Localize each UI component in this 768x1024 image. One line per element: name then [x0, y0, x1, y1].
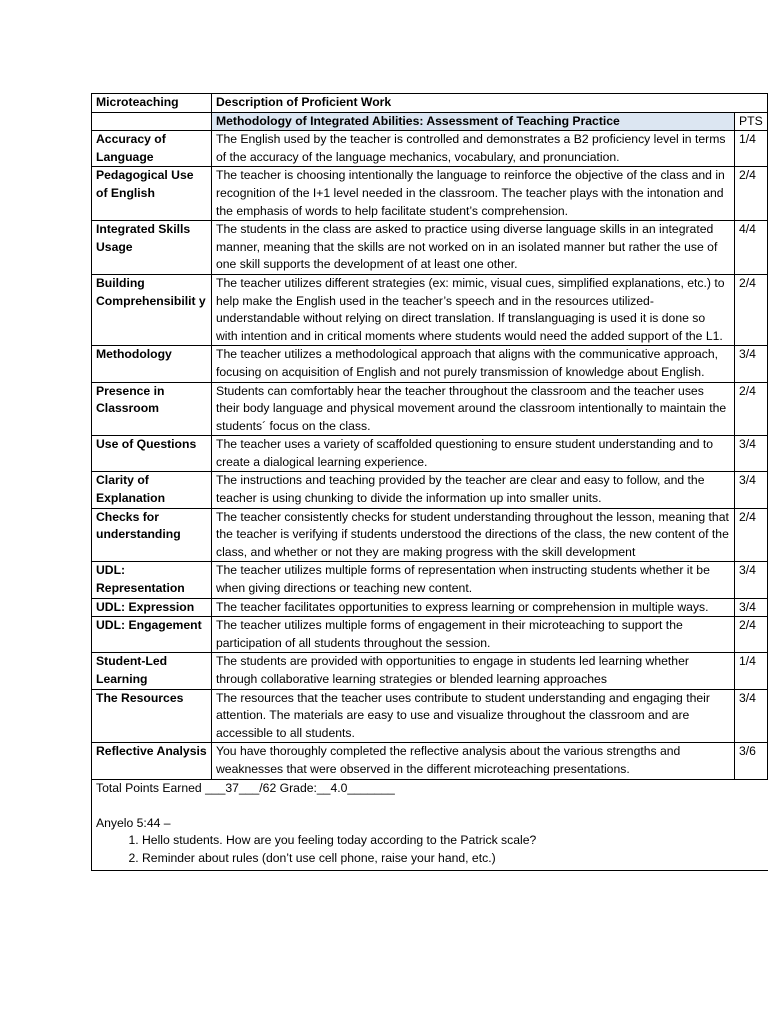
description-cell: The teacher is choosing intentionally the language to reinforce the objective of the class and in recognition of the I+1 level needed in the classroom. The teacher plays with the intonation and the emphasis of words to help facilitate student’s comprehension. [212, 167, 735, 221]
description-cell: The teacher uses a variety of scaffolded questioning to ensure student understanding and to create a dialogical learning experience. [212, 436, 735, 472]
rubric-document [91, 93, 767, 871]
points-cell: 2/4 [735, 617, 768, 653]
rubric-row [92, 472, 768, 508]
points-cell: 3/4 [735, 436, 768, 472]
criterion-cell: Presence in Classroom [92, 382, 212, 436]
microteaching-header: Microteaching [92, 94, 212, 113]
description-header: Description of Proficient Work [212, 94, 768, 113]
points-cell: 3/4 [735, 689, 768, 743]
rubric-row [92, 562, 768, 598]
criterion-cell: UDL: Representation [92, 562, 212, 598]
note-heading: Anyelo 5:44 – [96, 815, 171, 830]
rubric-footer [91, 780, 768, 871]
criterion-cell: UDL: Engagement [92, 617, 212, 653]
rubric-row [92, 598, 768, 617]
criterion-cell: Clarity of Explanation [92, 472, 212, 508]
points-cell: 3/4 [735, 562, 768, 598]
rubric-row [92, 167, 768, 221]
points-cell: 2/4 [735, 167, 768, 221]
criterion-cell: Methodology [92, 346, 212, 382]
rubric-row [92, 274, 768, 345]
points-cell: 4/4 [735, 221, 768, 275]
header-row [92, 94, 768, 113]
criterion-cell: Building Comprehensibilit y [92, 274, 212, 345]
rubric-row [92, 689, 768, 743]
notes-list [96, 832, 764, 867]
description-cell: The English used by the teacher is controlled and demonstrates a B2 proficiency level in terms of the accuracy of the language mechanics, vocabulary, and pronunciation. [212, 131, 735, 167]
description-cell: The students in the class are asked to practice using diverse language skills in an integrated manner, meaning that the skills are not worked on in an isolated manner but rather the use of one skill supports the development of at least one other. [212, 221, 735, 275]
subtitle-blank-cell [92, 112, 212, 131]
description-cell: The students are provided with opportunities to engage in students led learning whether through collaborative learning strategies or blended learning approaches [212, 653, 735, 689]
criterion-cell: Checks for understanding [92, 508, 212, 562]
rubric-row [92, 382, 768, 436]
points-cell: 2/4 [735, 508, 768, 562]
points-cell: 2/4 [735, 274, 768, 345]
description-cell: The instructions and teaching provided by the teacher are clear and easy to follow, and the teacher is using chunking to divide the information up into smaller units. [212, 472, 735, 508]
criterion-cell: Use of Questions [92, 436, 212, 472]
criterion-cell: Integrated Skills Usage [92, 221, 212, 275]
points-cell: 1/4 [735, 653, 768, 689]
rubric-row [92, 508, 768, 562]
points-cell: 3/4 [735, 472, 768, 508]
rubric-row [92, 653, 768, 689]
pts-header: PTS [735, 112, 768, 131]
description-cell: The teacher facilitates opportunities to express learning or comprehension in multiple ways. [212, 598, 735, 617]
rubric-row [92, 617, 768, 653]
points-cell: 2/4 [735, 382, 768, 436]
rubric-row [92, 436, 768, 472]
rubric-table [91, 93, 768, 780]
assessment-subtitle: Methodology of Integrated Abilities: Assessment of Teaching Practice [212, 112, 735, 131]
description-cell: Students can comfortably hear the teacher throughout the classroom and the teacher uses their body language and physical movement around the classroom intentionally to maintain the students´ focus on the class. [212, 382, 735, 436]
criterion-cell: Student-Led Learning [92, 653, 212, 689]
criterion-cell: UDL: Expression [92, 598, 212, 617]
points-cell: 3/4 [735, 598, 768, 617]
total-points-line: Total Points Earned ___37___/62 Grade:__4.0_______ [96, 780, 395, 795]
rubric-row [92, 221, 768, 275]
criterion-cell: Reflective Analysis [92, 743, 212, 779]
description-cell: You have thoroughly completed the reflective analysis about the various strengths and weaknesses that were observed in the different microteaching presentations. [212, 743, 735, 779]
note-item: 1. Hello students. How are you feeling today according to the Patrick scale? [142, 832, 764, 850]
description-cell: The teacher utilizes multiple forms of representation when instructing students whether it be when giving directions or teaching new content. [212, 562, 735, 598]
rubric-row [92, 131, 768, 167]
points-cell: 3/6 [735, 743, 768, 779]
subtitle-row [92, 112, 768, 131]
rubric-row [92, 346, 768, 382]
note-item: 2. Reminder about rules (don’t use cell phone, raise your hand, etc.) [142, 850, 764, 868]
description-cell: The teacher utilizes multiple forms of engagement in their microteaching to support the participation of all students throughout the session. [212, 617, 735, 653]
points-cell: 1/4 [735, 131, 768, 167]
description-cell: The teacher utilizes different strategies (ex: mimic, visual cues, simplified explanations, etc.) to help make the English used in the teacher’s speech and in the resources utilized- understandable without relying on direct translation. If translanguaging is used it is done so with intention and in critical moments where students would need the added support of the L1. [212, 274, 735, 345]
criterion-cell: Accuracy of Language [92, 131, 212, 167]
description-cell: The resources that the teacher uses contribute to student understanding and engaging their attention. The materials are easy to use and visualize throughout the classroom and are accessible to all students. [212, 689, 735, 743]
description-cell: The teacher consistently checks for student understanding throughout the lesson, meaning that the teacher is verifying if students understood the directions of the class, the new content of the class, and whether or not they are making progress with the skill development [212, 508, 735, 562]
criterion-cell: Pedagogical Use of English [92, 167, 212, 221]
points-cell: 3/4 [735, 346, 768, 382]
spacer [96, 797, 764, 815]
description-cell: The teacher utilizes a methodological approach that aligns with the communicative approach, focusing on acquisition of English and not purely transmission of knowledge about English. [212, 346, 735, 382]
rubric-row [92, 743, 768, 779]
criterion-cell: The Resources [92, 689, 212, 743]
